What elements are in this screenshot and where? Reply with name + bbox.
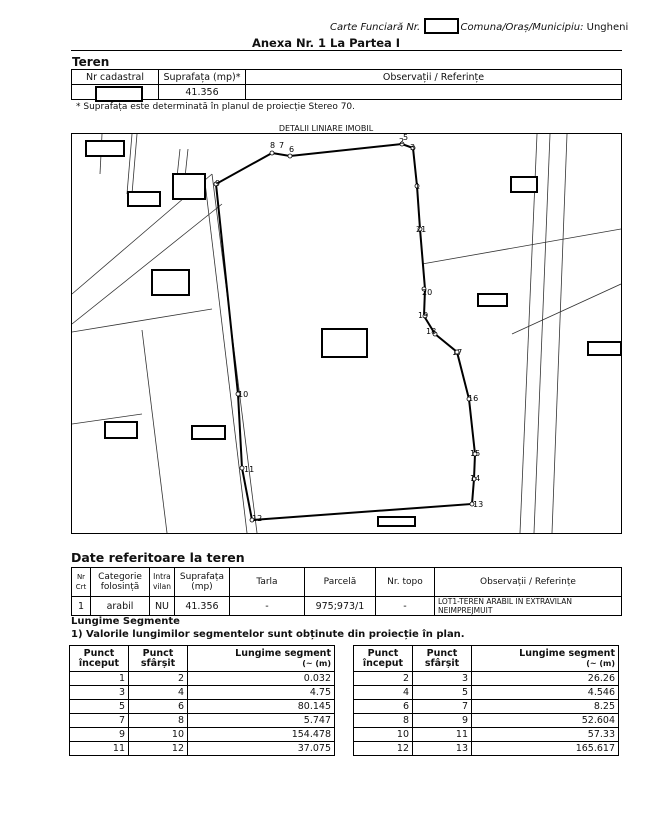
table-row: 6 7 8.25: [354, 700, 619, 714]
point-label-11: 11: [244, 465, 255, 474]
point-label-2: 2: [399, 137, 405, 146]
teren-note: * Suprafața este determinată în planul de proiecție Stereo 70.: [76, 102, 356, 112]
col-nr-cadastral: Nr cadastral: [72, 70, 159, 85]
teren-table: [71, 69, 622, 100]
point-label-18: 18: [426, 327, 437, 336]
col-tarla: Tarla: [229, 568, 304, 597]
table-row: 5 6 80.145: [70, 700, 335, 714]
table-row: 4 5 4.546: [354, 686, 619, 700]
cell-tarla: -: [229, 597, 304, 616]
point-label-6: 6: [289, 145, 295, 154]
redacted-cf-number: [424, 18, 459, 34]
date-teren-table: [71, 567, 622, 616]
redacted-map-label: [173, 174, 205, 199]
suprafata-cell: 41.356: [159, 85, 246, 100]
redacted-map-label: [478, 294, 507, 306]
cell-nr-topo: -: [375, 597, 434, 616]
redacted-map-label: [152, 270, 189, 295]
col-observatii: Observații / Referințe: [246, 70, 622, 85]
cell-suprafata: 41.356: [174, 597, 229, 616]
point-label-1: 1: [415, 182, 421, 191]
point-label-21: 21: [416, 225, 427, 234]
segments-table-left: [69, 645, 335, 756]
table-row: 12 13 165.617: [354, 742, 619, 756]
header-line: [330, 22, 628, 33]
table-row: 3 4 4.75: [70, 686, 335, 700]
redacted-map-label: [105, 422, 137, 438]
table-row: 1 2 0.032: [70, 672, 335, 686]
table-row: 7 8 5.747: [70, 714, 335, 728]
table-row: 9 10 154.478: [70, 728, 335, 742]
redacted-map-label: [588, 342, 621, 355]
col-intravilan: Intra vilan: [150, 568, 175, 597]
col-punct-inceput: Punct început: [70, 646, 129, 672]
redacted-map-label: [511, 177, 537, 192]
segmente-subtitle: 1) Valorile lungimilor segmentelor sunt obținute din proiecție în plan.: [71, 629, 465, 640]
point-label-20: 20: [422, 288, 433, 297]
observatii-cell: [246, 85, 622, 100]
redacted-nr-cadastral: [95, 86, 143, 102]
cadastral-map: [71, 133, 622, 534]
col-lungime: Lungime segment (~ (m): [472, 646, 619, 672]
redacted-map-label: [378, 517, 415, 526]
segmente-section-title: Lungime Segmente: [71, 616, 180, 627]
col-categorie: Categorie folosință: [91, 568, 150, 597]
comuna-value: Ungheni: [586, 22, 629, 33]
cell-observatii: LOT1-TEREN ARABIL IN EXTRAVILAN NEIMPREJMUIT: [434, 597, 621, 616]
point-label-17: 17: [452, 348, 463, 357]
point-label-10: 10: [238, 390, 249, 399]
col-suprafata: Suprafața (mp): [174, 568, 229, 597]
point-label-9: 9: [215, 179, 221, 188]
point-label-15: 15: [470, 449, 481, 458]
redacted-map-label: [86, 141, 124, 156]
map-drawing: [72, 134, 621, 533]
cell-intravilan: NU: [150, 597, 175, 616]
col-nr-topo: Nr. topo: [375, 568, 434, 597]
point-label-14: 14: [470, 474, 481, 483]
point-label-5: 5: [403, 134, 409, 142]
point-label-16: 16: [468, 394, 479, 403]
col-lungime: Lungime segment (~ (m): [188, 646, 335, 672]
table-row: 11 12 37.075: [70, 742, 335, 756]
table-row: 2 3 26.26: [354, 672, 619, 686]
col-observatii: Observații / Referințe: [434, 568, 621, 597]
col-suprafata: Suprafața (mp)*: [159, 70, 246, 85]
map-title: DETALII LINIARE IMOBIL: [278, 124, 374, 133]
cell-nr-crt: 1: [72, 597, 91, 616]
redacted-map-label: [322, 329, 367, 357]
cell-categorie: arabil: [91, 597, 150, 616]
col-parcela: Parcelă: [304, 568, 375, 597]
col-punct-sfarsit: Punct sfârșit: [413, 646, 472, 672]
annex-title: Anexa Nr. 1 La Partea I: [251, 36, 401, 50]
redacted-map-label: [128, 192, 160, 206]
col-punct-inceput: Punct început: [354, 646, 413, 672]
col-nr-crt: Nr Crt: [72, 568, 91, 597]
col-punct-sfarsit: Punct sfârșit: [129, 646, 188, 672]
point-label-13: 13: [473, 500, 484, 509]
carte-funciara-label: Carte Funciară Nr.: [330, 22, 421, 33]
comuna-label: Comuna/Oraș/Municipiu:: [460, 22, 584, 33]
cell-parcela: 975;973/1: [304, 597, 375, 616]
teren-section-title: Teren: [72, 55, 110, 69]
point-label-7: 7: [279, 141, 285, 150]
point-label-19: 19: [418, 311, 429, 320]
point-label-3: 3: [410, 143, 416, 152]
point-label-8: 8: [270, 141, 276, 150]
point-label-12: 12: [252, 514, 263, 523]
title-divider: [71, 50, 622, 51]
table-row: 10 11 57.33: [354, 728, 619, 742]
date-teren-section-title: Date referitoare la teren: [71, 550, 245, 565]
table-row: 8 9 52.604: [354, 714, 619, 728]
segments-table-right: [353, 645, 619, 756]
redacted-map-label: [192, 426, 225, 439]
